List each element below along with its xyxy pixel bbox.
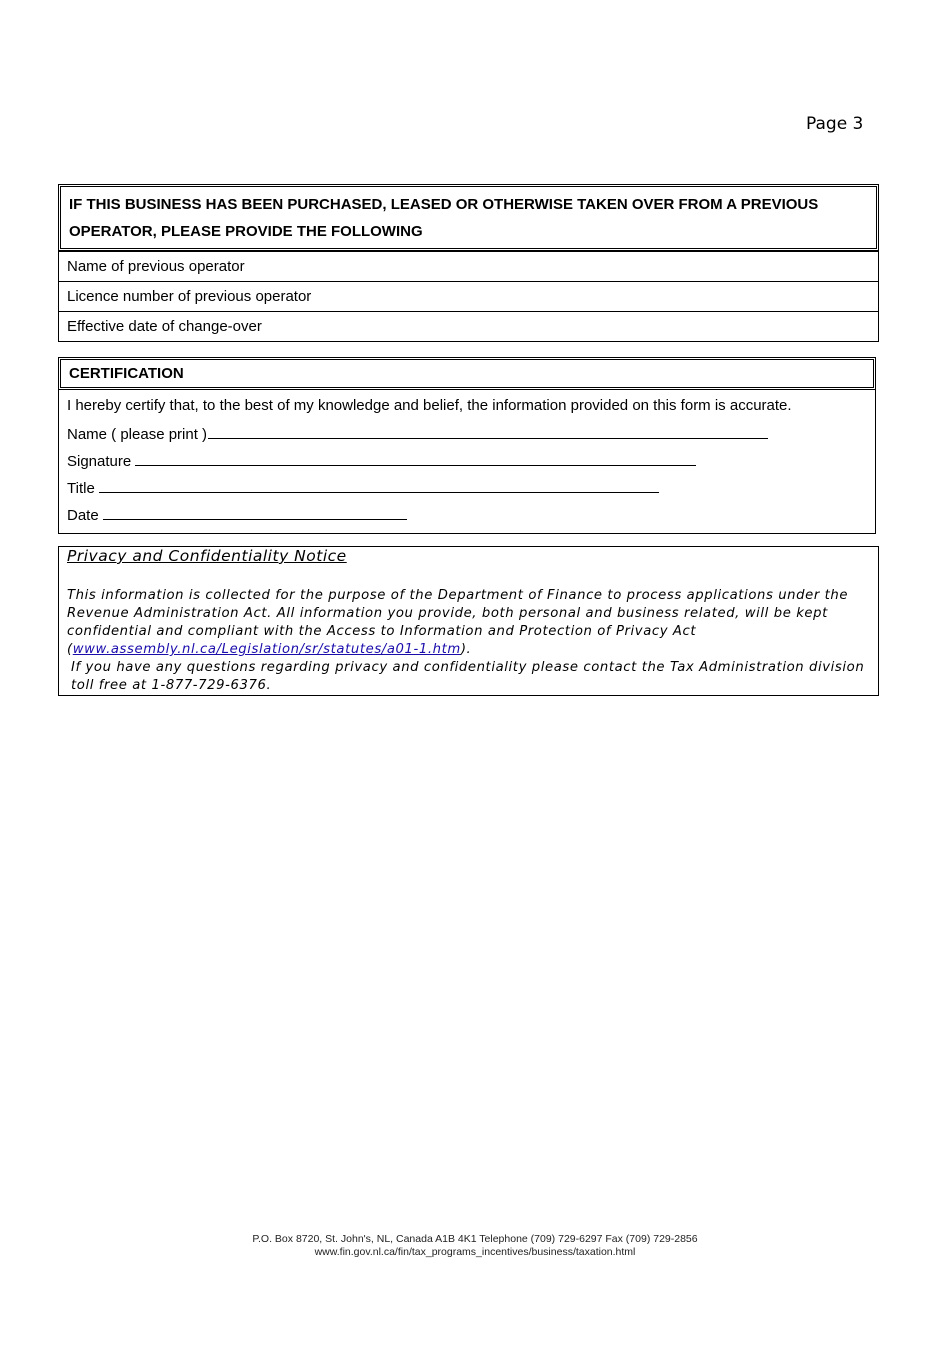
privacy-title: Privacy and Confidentiality Notice [67, 547, 347, 565]
signature-label: Signature [67, 453, 132, 470]
privacy-paragraph-1-text: This information is collected for the purpose of the Department of Finance to process applications under the Revenue Administration Act. All information you provide, both personal and business related, will be kept confidential and compliant with the Access to Information and Protection of Privacy Act ( [67, 588, 849, 657]
name-print-input[interactable] [208, 421, 768, 439]
previous-operator-header [58, 184, 879, 251]
previous-operator-licence-field[interactable]: Licence number of previous operator [58, 282, 879, 312]
certification-header-text: CERTIFICATION [60, 359, 874, 388]
privacy-paragraph-1 [67, 587, 872, 659]
title-label: Title [67, 480, 95, 497]
name-print-label: Name ( please print ) [67, 426, 208, 443]
signature-row [67, 448, 867, 475]
previous-operator-section [58, 184, 879, 342]
privacy-notice [58, 546, 879, 696]
privacy-paragraph-2: If you have any questions regarding privacy and confidentiality please contact the Tax Administration division toll free at 1-877-729-6376. [71, 660, 865, 693]
signature-input[interactable] [135, 448, 696, 466]
change-over-date-field[interactable]: Effective date of change-over [58, 312, 879, 342]
footer-url: www.fin.gov.nl.ca/fin/tax_programs_incentives/business/taxation.html [314, 1246, 636, 1258]
previous-operator-name-field[interactable]: Name of previous operator [58, 251, 879, 282]
certification-body [58, 390, 876, 534]
footer-address: P.O. Box 8720, St. John's, NL, Canada A1B 4K1 Telephone (709) 729-6297 Fax (709) 729-2856 [252, 1233, 698, 1245]
date-input[interactable] [103, 502, 407, 520]
title-input[interactable] [99, 475, 659, 493]
privacy-act-link[interactable]: www.assembly.nl.ca/Legislation/sr/statutes/a01-1.htm [72, 642, 461, 657]
certification-header [58, 357, 876, 390]
title-row [67, 475, 867, 502]
footer [0, 1233, 950, 1259]
privacy-paragraph-1-end: ). [460, 642, 472, 657]
page-number: Page 3 [806, 114, 864, 134]
certification-statement: I hereby certify that, to the best of my knowledge and belief, the information provided on this form is accurate. [67, 397, 792, 414]
previous-operator-header-text: IF THIS BUSINESS HAS BEEN PURCHASED, LEASED OR OTHERWISE TAKEN OVER FROM A PREVIOUS OPERATOR, PLEASE PROVIDE THE FOLLOWING [60, 186, 877, 249]
name-print-row [67, 421, 867, 448]
date-label: Date [67, 507, 99, 524]
certification-section [58, 357, 876, 534]
date-row [67, 502, 867, 529]
